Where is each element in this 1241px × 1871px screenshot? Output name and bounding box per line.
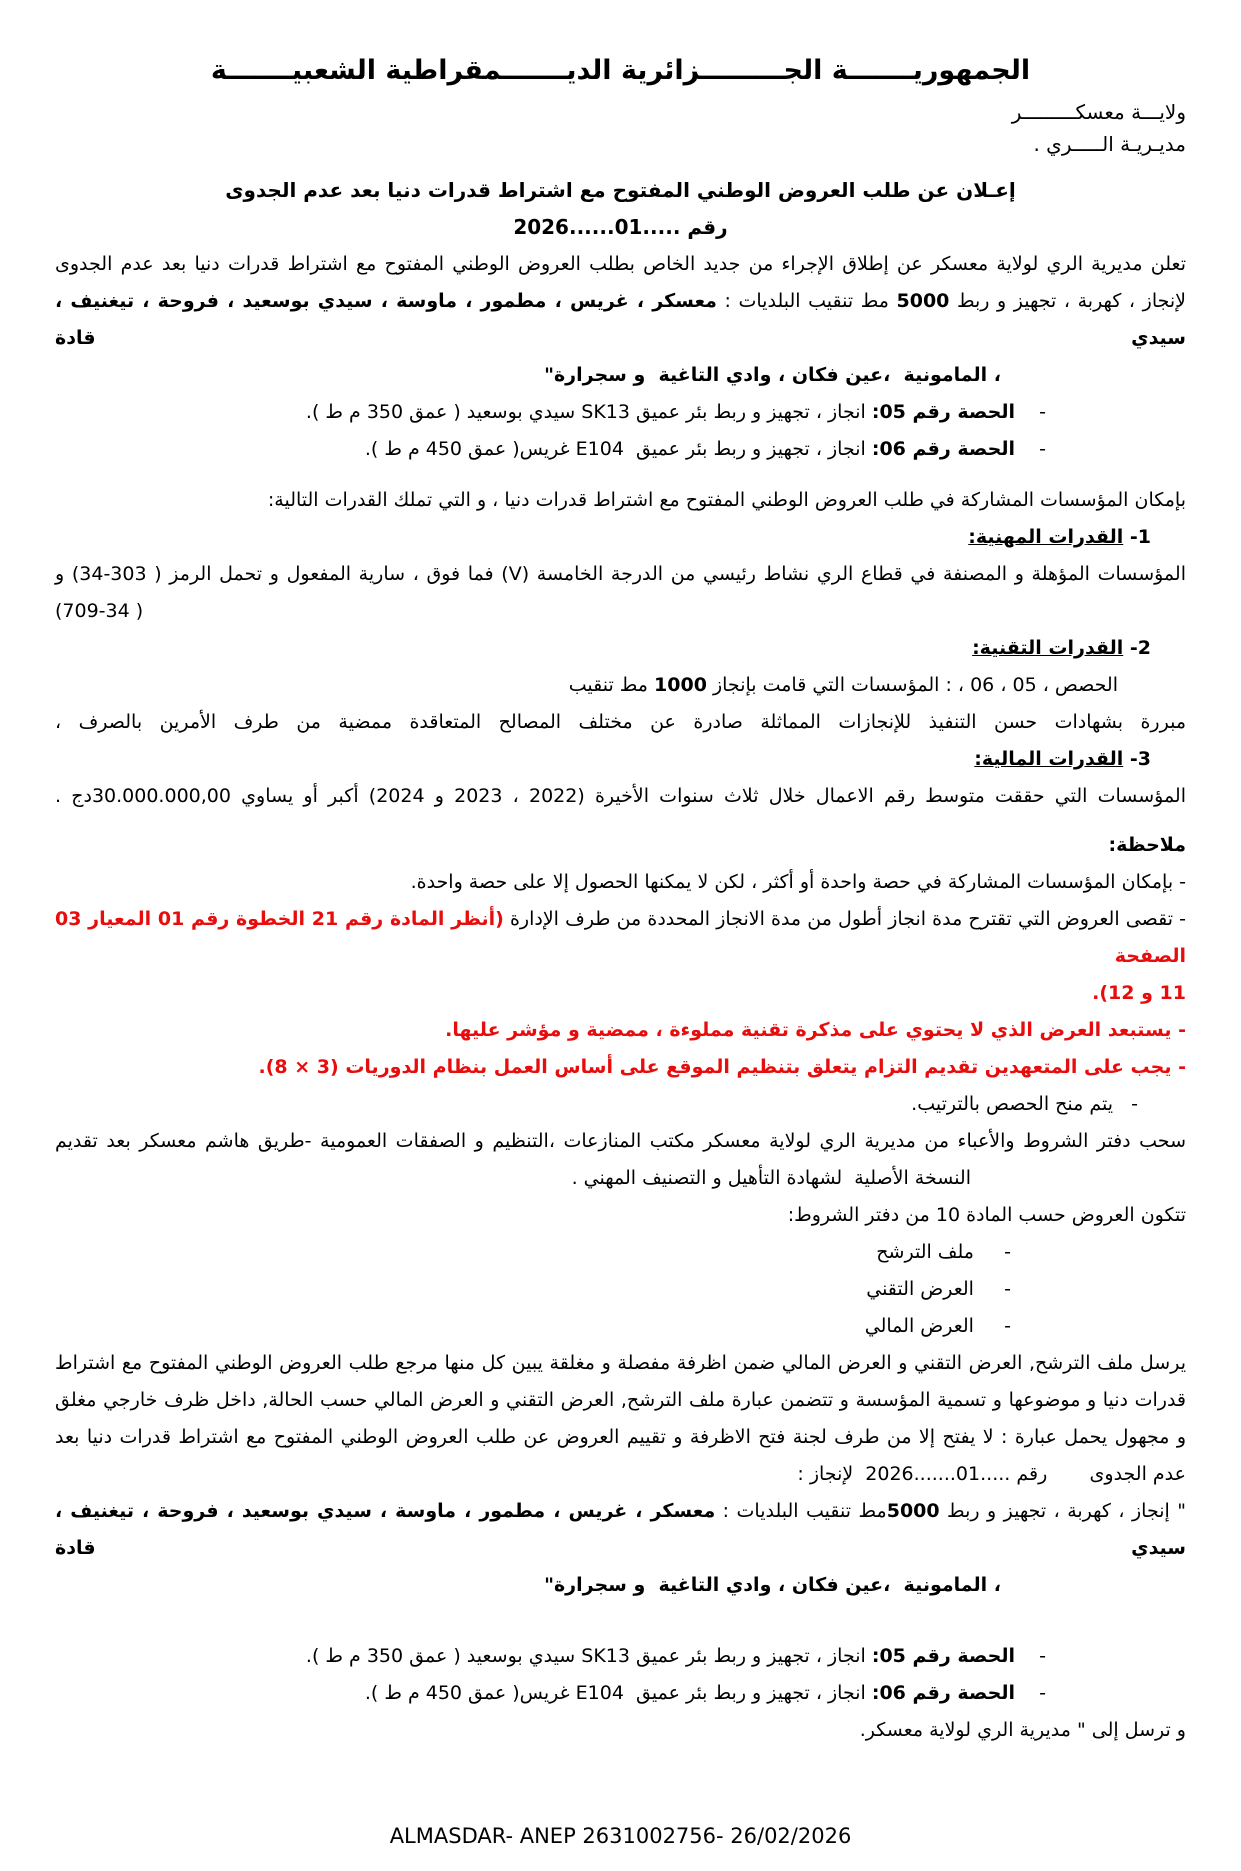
bullet-candidacy-file: - ملف الترشح	[876, 1241, 1011, 1263]
lot-05-item-repeat: - الحصة رقم 05: انجاز ، تجهيز و ربط بئر عميق SK13 سيدي بوسعيد ( عمق 350 م ط ).	[305, 1645, 1046, 1667]
intro-line-3: ، المامونية ،عين فكان ، وادي التاغية و سجرارة"	[544, 364, 1001, 386]
withdrawal-line-1: سحب دفتر الشروط والأعباء من مديرية الري لولاية معسكر مكتب المنازعات ،التنظيم و الصفقات العمومية -طريق هاشم معسكر بعد تقديم	[55, 1130, 1186, 1152]
technical-capacities-line-2: مبررة بشهادات حسن التنفيذ للإنجازات المماثلة صادرة عن مختلف المصالح المتعاقدة ممضية من طرف الأمرين بالصرف ،	[55, 711, 1186, 733]
lot-05-item: - الحصة رقم 05: انجاز ، تجهيز و ربط بئر عميق SK13 سيدي بوسعيد ( عمق 350 م ط ).	[305, 401, 1046, 423]
eligibility-line: بإمكان المؤسسات المشاركة في طلب العروض الوطني المفتوح مع اشتراط قدرات دنيا ، و التي تملك القدرات التالية:	[267, 489, 1186, 511]
notice-title: إعـلان عن طلب العروض الوطني المفتوح مع اشتراط قدرات دنيا بعد عدم الجدوى	[225, 178, 1016, 202]
note-line-4: - يجب على المتعهدين تقديم التزام يتعلق بتنظيم الموقع على أساس العمل بنظام الدوريات (3 × 8).	[258, 1056, 1186, 1078]
note-heading: ملاحظة:	[1108, 834, 1186, 856]
professional-capacities-heading: 1- القدرات المهنية:	[968, 526, 1151, 548]
submission-line-1: يرسل ملف الترشح, العرض التقني و العرض المالي ضمن اظرفة مفصلة و مغلقة يبين كل منها مرجع طلب العروض الوطني المفتوح مع اشتراط	[55, 1352, 1186, 1374]
object-line-1: " إنجاز ، كهربة ، تجهيز و ربط 5000مط تنقيب البلديات : معسكر ، غريس ، مطمور ، ماوسة ، سيدي بوسعيد ، فروحة ، تيغنيف ، سيدي قادة	[55, 1500, 1186, 1559]
intro-line-2: لإنجاز ، كهربة ، تجهيز و ربط 5000 مط تنقيب البلديات : معسكر ، غريس ، مطمور ، ماوسة ، سيدي بوسعيد ، فروحة ، تيغنيف ، سيدي قادة	[55, 290, 1186, 349]
note-line-1: - بإمكان المؤسسات المشاركة في حصة واحدة أو أكثر ، لكن لا يمكنها الحصول إلا على حصة واحدة.	[410, 871, 1186, 893]
republic-title: الجمهوريـــــــة الجـــــــــزائرية الديـــــــمقراطية الشعبيـــــــة	[210, 55, 1031, 86]
directorate-name: مديـريـة الـــــري .	[1033, 132, 1186, 156]
note-line-5: - يتم منح الحصص بالترتيب.	[911, 1093, 1138, 1115]
professional-capacities-line-1: المؤسسات المؤهلة و المصنفة في قطاع الري نشاط رئيسي من الدرجة الخامسة (V) فما فوق ، سارية المفعول و تحمل الرمز ( 303-34) و	[55, 563, 1186, 585]
send-to-line: و ترسل إلى " مديرية الري لولاية معسكر.	[859, 1719, 1186, 1741]
bullet-financial-offer: - العرض المالي	[864, 1315, 1011, 1337]
anep-footer: ALMASDAR- ANEP 2631002756- 26/02/2026	[389, 1824, 852, 1848]
offers-composition-line: تتكون العروض حسب المادة 10 من دفتر الشروط:	[787, 1204, 1186, 1226]
technical-capacities-heading: 2- القدرات التقنية:	[972, 637, 1151, 659]
note-line-2: - تقصى العروض التي تقترح مدة انجاز أطول من مدة الانجاز المحددة من طرف الإدارة (أنظر المادة رقم 21 الخطوة رقم 01 المعيار 03 الصفحة	[55, 908, 1186, 967]
notice-number: رقم .....01......2026	[513, 215, 728, 239]
bullet-technical-offer: - العرض التقني	[866, 1278, 1011, 1300]
submission-line-2: قدرات دنيا و موضوعها و تسمية المؤسسة و تتضمن عبارة ملف الترشح, العرض التقني و العرض المالي حسب الحالة, داخل ظرف خارجي مغلق	[55, 1389, 1186, 1411]
submission-line-4: عدم الجدوى رقم .....01.......2026 لإنجاز :	[797, 1463, 1186, 1485]
lot-06-item-repeat: - الحصة رقم 06: انجاز ، تجهيز و ربط بئر عميق E104 غريس( عمق 450 م ط ).	[364, 1682, 1046, 1704]
object-line-2: ، المامونية ،عين فكان ، وادي التاغية و سجرارة"	[544, 1574, 1001, 1596]
financial-capacities-line-1: المؤسسات التي حققت متوسط رقم الاعمال خلال ثلاث سنوات الأخيرة (2022 ، 2023 و 2024) أكبر أو يساوي 30.000.000,00دج .	[55, 785, 1186, 807]
submission-line-3: و مجهول يحمل عبارة : لا يفتح إلا من طرف لجنة فتح الاظرفة و تقييم العروض عن طلب العروض الوطني المفتوح مع اشتراط قدرات دنيا بعد	[55, 1426, 1186, 1448]
professional-capacities-line-2: ( 709-34)	[55, 600, 144, 622]
note-line-3: - يستبعد العرض الذي لا يحتوي على مذكرة تقنية مملوءة ، ممضية و مؤشر عليها.	[445, 1019, 1186, 1041]
lot-06-item: - الحصة رقم 06: انجاز ، تجهيز و ربط بئر عميق E104 غريس( عمق 450 م ط ).	[364, 438, 1046, 460]
technical-capacities-line-1: الحصص ، 05 ، 06 ، : المؤسسات التي قامت بإنجاز 1000 مط تنقيب	[568, 674, 1118, 696]
intro-line-1: تعلن مديرية الري لولاية معسكر عن إطلاق الإجراء من جديد الخاص بطلب العروض الوطني المفتوح مع اشتراط قدرات دنيا بعد عدم الجدوى	[55, 253, 1186, 275]
note-line-2-continuation: 11 و 12).	[1092, 982, 1186, 1004]
withdrawal-line-2: النسخة الأصلية لشهادة التأهيل و التصنيف المهني .	[571, 1167, 971, 1189]
wilaya-name: ولايـــة معسكـــــــــر	[1011, 100, 1186, 124]
financial-capacities-heading: 3- القدرات المالية:	[974, 748, 1151, 770]
